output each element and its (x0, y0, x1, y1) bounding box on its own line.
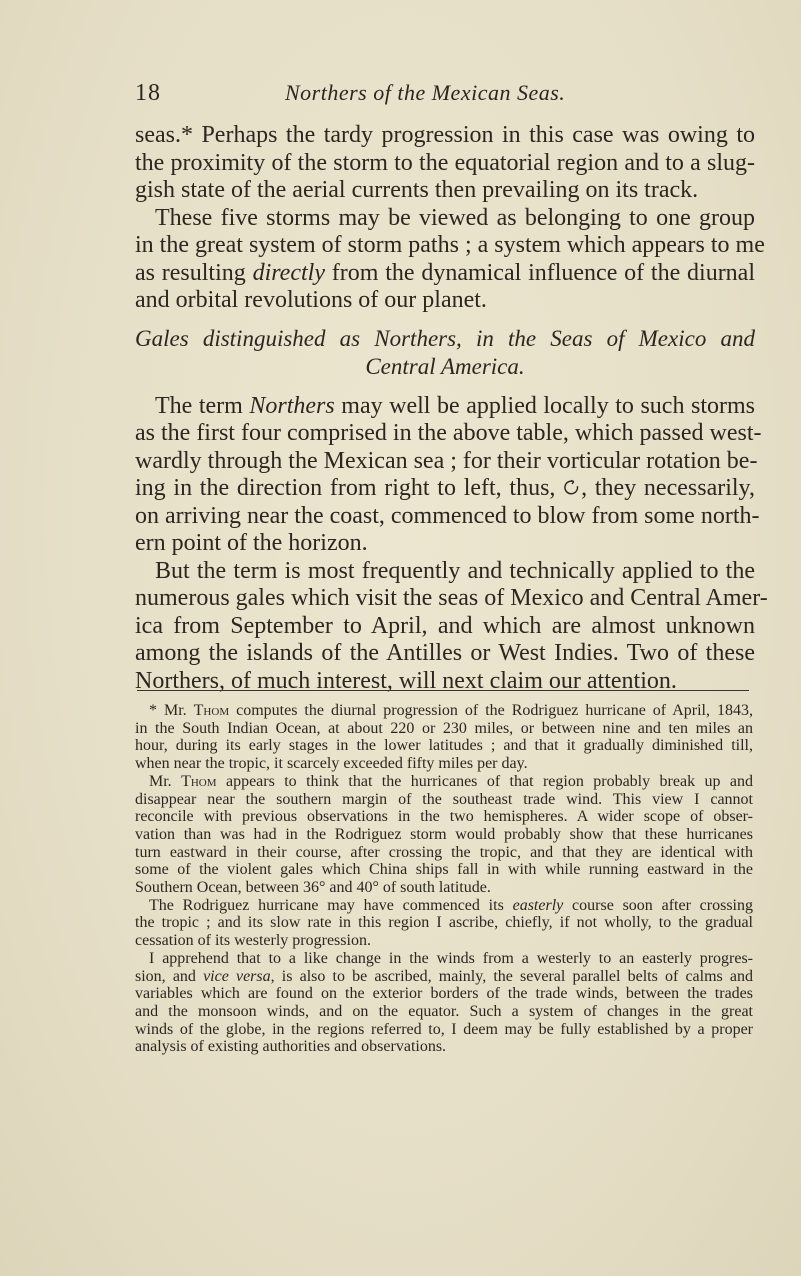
text-line: and orbital revolutions of our planet. (135, 287, 487, 313)
footnote-line: * Mr. Thom computes the diurnal progression of the Rodriguez hurricane of April, 1843, (149, 702, 753, 719)
running-title: Northers of the Mexican Seas. (285, 80, 566, 105)
page-number: 18 (135, 80, 161, 106)
text-line: as the first four comprised in the above table, which passed west- (135, 420, 762, 446)
footnote-line: Mr. Thom appears to think that the hurricanes of that region probably break up and (149, 772, 753, 790)
text-line: Northers, of much interest, will next claim our attention. (135, 667, 677, 694)
footnote-line: turn eastward in their course, after crossing the tropic, and that they are identical with (135, 843, 753, 861)
footnote-line: reconcile with previous observations in the two hemispheres. A wider scope of obser- (135, 808, 753, 826)
main-text (135, 122, 768, 695)
footnote-line: sion, and vice versa, is also to be ascribed, mainly, the several parallel belts of calms and (135, 967, 754, 985)
footnote-line: vation than was had in the Rodriguez storm would probably show that these hurricanes (135, 825, 753, 843)
footnote-line: in the South Indian Ocean, at about 220 or 230 miles, or between nine and ten miles an (135, 719, 753, 737)
emphasis: Northers (249, 392, 335, 419)
counterclockwise-rotation-icon (563, 479, 581, 497)
footnote-line: The Rodriguez hurricane may have commenced its easterly course soon after crossing (149, 896, 754, 914)
text-line: as resulting directly from the dynamical influence of the diurnal (135, 259, 756, 286)
section-heading: Gales distinguished as Northers, in the Seas of Mexico and (135, 325, 755, 351)
footnote-line: winds of the globe, in the regions referred to, I deem may be fully established by a proper (135, 1020, 753, 1038)
text-line: gish state of the aerial currents then prevailing on its track. (135, 177, 699, 203)
text-line: But the term is most frequently and technically applied to the (155, 557, 755, 584)
footnote-line: cessation of its westerly progression. (135, 932, 371, 950)
text-line: among the islands of the Antilles or West Indies. Two of these (135, 640, 755, 666)
footnote-line: I apprehend that to a like change in the winds from a westerly to an easterly progres- (149, 949, 753, 967)
footnote (135, 702, 753, 1056)
text-line: seas.* Perhaps the tardy progression in this case was owing to (135, 122, 755, 148)
footnote-line: when near the tropic, it scarcely exceeded fifty miles per day. (135, 755, 528, 773)
footnote-line: and the monsoon winds, and on the equator. Such a system of changes in the great (135, 1002, 753, 1020)
footnote-line: disappear near the southern margin of the southeast trade wind. This view I cannot (135, 790, 753, 808)
footnote-divider (137, 690, 749, 691)
emphasis: directly (252, 259, 325, 286)
text-line: These five storms may be viewed as belonging to one group (155, 204, 755, 231)
text-line: wardly through the Mexican sea ; for their vorticular rotation be- (135, 447, 758, 474)
footnote-line: analysis of existing authorities and observations. (135, 1038, 447, 1056)
text-line: numerous gales which visit the seas of Mexico and Central Amer- (135, 585, 768, 611)
text-line: ica from September to April, and which are almost unknown (135, 612, 755, 639)
text-line: the proximity of the storm to the equatorial region and to a slug- (135, 149, 755, 176)
footnote-line: Southern Ocean, between 36° and 40° of south latitude. (135, 879, 491, 897)
section-heading: Central America. (365, 353, 525, 379)
text-line: The term Northers may well be applied locally to such storms (155, 392, 755, 419)
footnote-line: the tropic ; and its slow rate in this region I ascribe, chiefly, if not wholly, to the gradual (135, 914, 753, 932)
footnote-line: hour, during its early stages in the lower latitudes ; and that it gradually diminished till, (135, 737, 753, 755)
text-line: in the great system of storm paths ; a system which appears to me (135, 232, 765, 258)
text-line: ern point of the horizon. (135, 530, 368, 556)
page-header (135, 80, 745, 114)
text-line: ing in the direction from right to left, thus, , they necessarily, (135, 475, 755, 501)
footnote-line: some of the violent gales which China ships fall in with while running eastward in the (135, 861, 753, 879)
text-line: on arriving near the coast, commenced to blow from some north- (135, 502, 760, 529)
footnote-line: variables which are found on the exterior borders of the trade winds, between the trades (135, 985, 753, 1003)
